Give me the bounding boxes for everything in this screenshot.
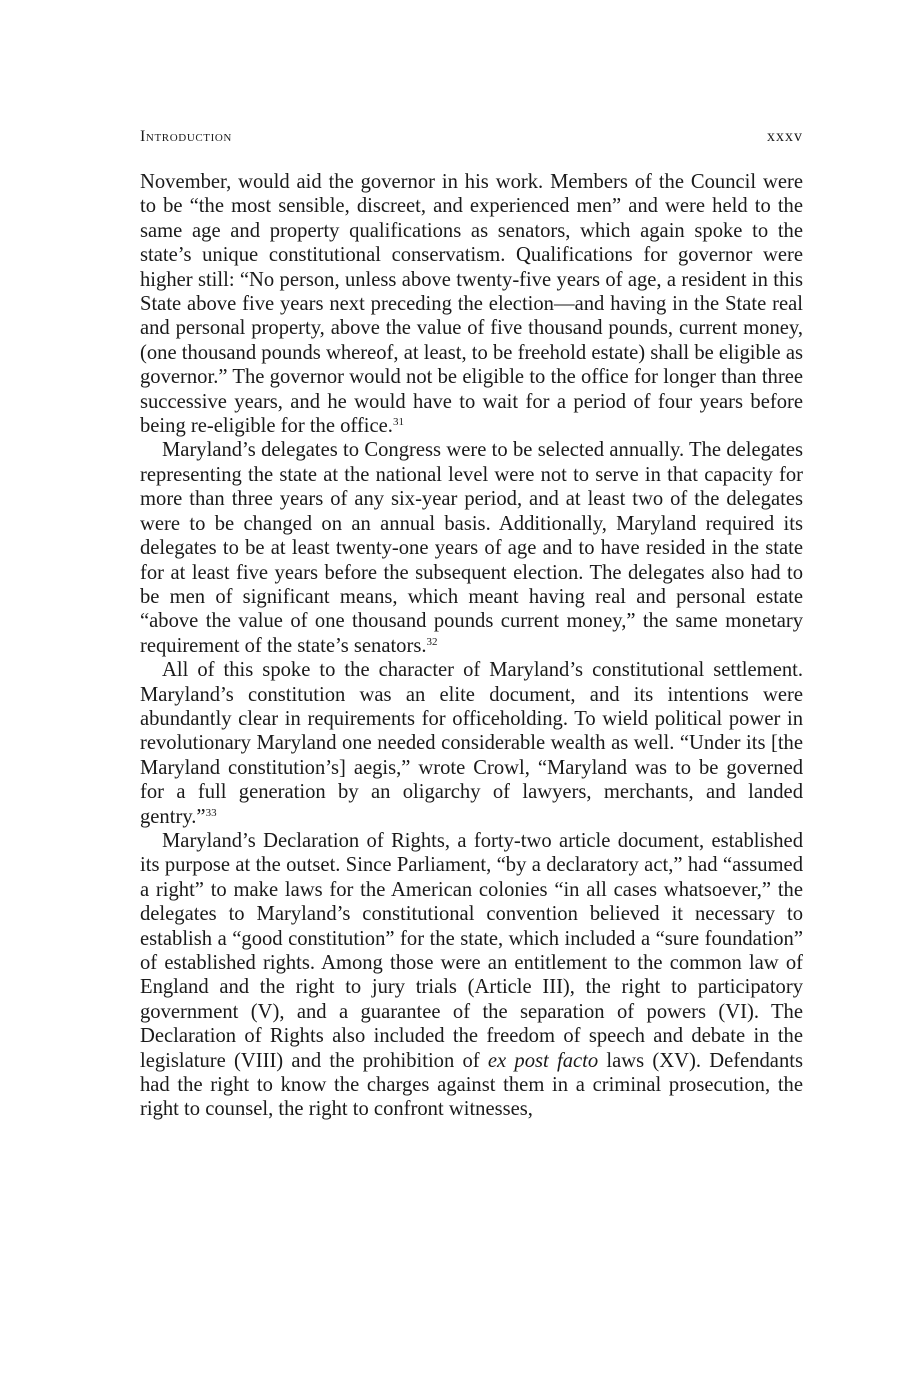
book-page [140, 128, 803, 1122]
footnote-ref: 32 [426, 635, 438, 648]
paragraph-text-continued: laws (XV). Defendants had the right to know the charges against them in a criminal prosecution, the right to counsel, the right to confront witnesses, [140, 1049, 803, 1121]
footnote-ref: 33 [205, 806, 217, 819]
italic-phrase: ex post facto [487, 1049, 599, 1072]
paragraph-declaration-of-rights [140, 829, 803, 1122]
section-title: Introduction [140, 128, 232, 145]
paragraph-text: Maryland’s Declaration of Rights, a forty-two article document, established its purpose at the outset. Since Parliament, “by a declaratory act,” had “assumed a right” to make laws for the American colonies “in all cases whatsoever,” the delegates to Maryland’s constitutional convention believed it necessary to establish a “good constitution” for the state, which included a “sure foundation” of established rights. Among those were an entitlement to the common law of England and the right to jury trials (Article III), the right to participatory government (V), and a guarantee of the separation of powers (VI). The Declaration of Rights also included the freedom of speech and debate in the legislature (VIII) and the prohibition of [140, 829, 803, 1072]
paragraph-delegates [140, 438, 803, 658]
paragraph-text: November, would aid the governor in his work. Members of the Council were to be “the most sensible, discreet, and experienced men” and were held to the same age and property qualifications as senators, which again spoke to the state’s unique constitutional conservatism. Qualifications for governor were higher still: “No person, unless above twenty-five years of age, a resident in this State above five years next preceding the election—and having in the State real and personal property, above the value of five thousand pounds, current money, (one thousand pounds whereof, at least, to be freehold estate) shall be eligible as governor.” The governor would not be eligible to the office for longer than three successive years, and he would have to wait for a period of four years before being re-eligible for the office. [140, 171, 803, 438]
running-head [140, 128, 803, 146]
paragraph-governor-qualifications [140, 170, 803, 438]
page-number: xxxv [767, 128, 803, 145]
paragraph-constitutional-settlement [140, 658, 803, 829]
footnote-ref: 31 [392, 416, 404, 429]
paragraph-text: All of this spoke to the character of Maryland’s constitutional settlement. Maryland’s constitution was an elite document, and its intentions were abundantly clear in requirements for officeholding. To wield political power in revolutionary Maryland one needed considerable wealth as well. “Under its [the Maryland constitution’s] aegis,” wrote Crowl, “Maryland was to be governed for a full generation by an oligarchy of lawyers, merchants, and landed gentry.” [140, 659, 803, 828]
body-text [140, 170, 803, 1122]
paragraph-text: Maryland’s delegates to Congress were to be selected annually. The delegates representing the state at the national level were not to serve in that capacity for more than three years of any six-year period, and at least two of the delegates were to be changed on an annual basis. Additionally, Maryland required its delegates to be at least twenty-one years of age and to have resided in the state for at least five years before the subsequent election. The delegates also had to be men of significant means, which meant having real and personal estate “above the value of one thousand pounds current money,” the same monetary requirement of the state’s senators. [140, 439, 803, 657]
